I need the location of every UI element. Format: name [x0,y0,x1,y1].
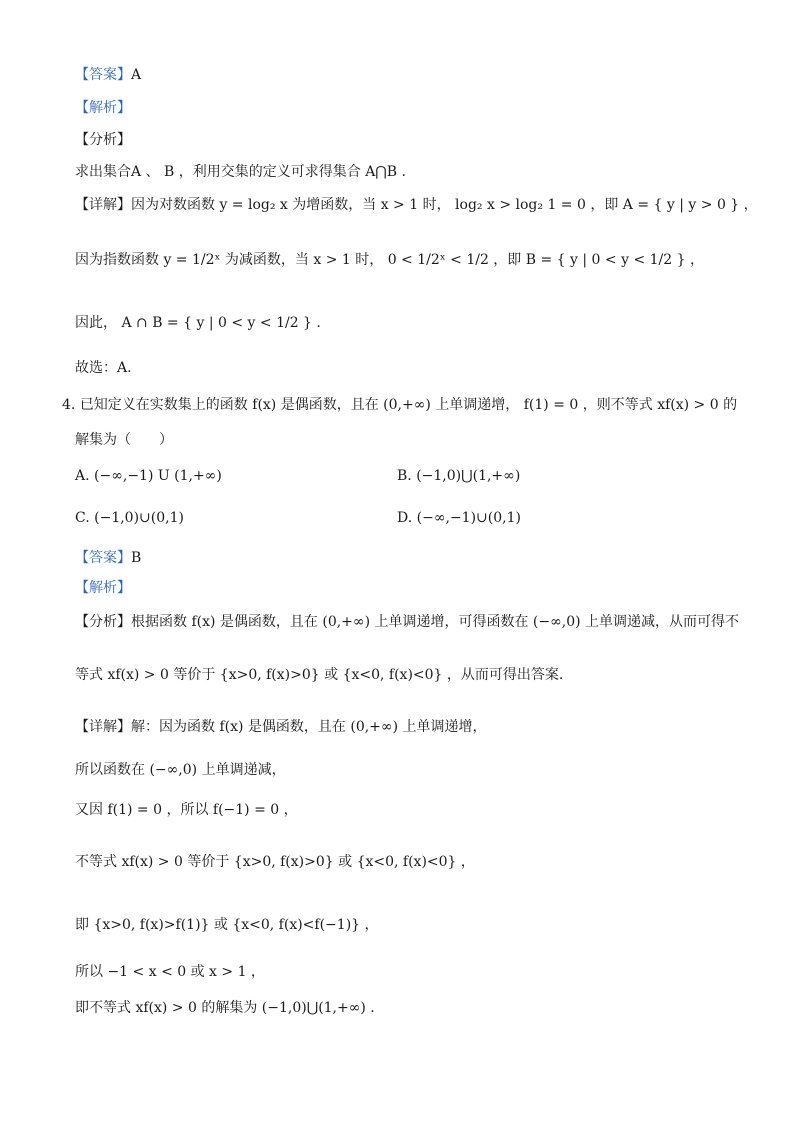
q4-number: 4. [62,397,76,413]
detail-line-1-text: 因为对数函数 y = log₂ x 为增函数，当 x > 1 时， log₂ x > log₂ 1 = 0 ，即 A = { y | y > 0 } ， [131,197,758,213]
option-a-letter: A. [75,468,90,484]
prev-conclusion: 故选：A. [75,360,132,376]
option-c-text: (−1,0)∪(0,1) [94,510,184,526]
q4-fenxi-line2: 等式 xf(x) > 0 等价于 {x>0, f(x)>0} 或 {x<0, f(x)<0} ，从而可得出答案. [75,667,564,683]
q4-detail-7: 即不等式 xf(x) > 0 的解集为 (−1,0)⋃(1,+∞) . [75,1000,375,1016]
q4-detail-4: 不等式 xf(x) > 0 等价于 {x>0, f(x)>0} 或 {x<0, f(x)<0} ， [75,854,475,870]
fenxi-text: 求出集合A 、 B ，利用交集的定义可求得集合 A⋂B . [75,164,406,180]
option-b-letter: B. [397,468,412,484]
option-c [75,508,184,528]
q4-xiangjie-tag: 【详解】 [75,719,131,735]
q4-stem-text: 已知定义在实数集上的函数 f(x) 是偶函数，且在 (0,+∞) 上单调递增， f(1) = 0 ，则不等式 xf(x) > 0 的 [79,397,738,413]
q4-answer-value: B [131,550,142,566]
jiexi-tag: 【解析】 [75,100,131,116]
detail-line-3: 因此， A ∩ B = { y | 0 < y < 1/2 } . [75,315,321,331]
q4-detail-6: 所以 −1 < x < 0 或 x > 1 ， [75,964,265,980]
q4-detail-2: 所以函数在 (−∞,0) 上单调递减， [75,762,286,778]
option-a [75,466,222,486]
option-b-text: (−1,0)⋃(1,+∞) [416,468,521,484]
fenxi-tag: 【分析】 [75,132,131,148]
q4-detail-5: 即 {x>0, f(x)>f(1)} 或 {x<0, f(x)<f(−1)} ， [75,917,379,933]
q4-jiexi-tag: 【解析】 [75,580,131,596]
option-b [397,466,520,486]
q4-fenxi-tag: 【分析】 [75,614,131,630]
q4-fenxi-line1 [75,612,739,632]
option-a-text: (−∞,−1) U (1,+∞) [94,468,222,484]
option-d-letter: D. [397,510,413,526]
option-d-text: (−∞,−1)∪(0,1) [416,510,521,526]
detail-line-2: 因为指数函数 y = 1/2ˣ 为减函数，当 x > 1 时， 0 < 1/2ˣ < 1/2 ，即 B = { y | 0 < y < 1/2 } ， [75,252,704,268]
answer-value: A [131,67,142,83]
detail-line-1 [75,195,758,215]
q4-detail-3: 又因 f(1) = 0 ，所以 f(−1) = 0 ， [75,802,298,818]
q4-stem-line1 [62,395,737,415]
q4-answer-tag: 【答案】 [75,550,131,566]
q4-stem-line2: 解集为（ ） [75,432,173,448]
q4-detail-1 [75,717,486,737]
xiangjie-tag: 【详解】 [75,197,131,213]
q4-detail-1-text: 解：因为函数 f(x) 是偶函数，且在 (0,+∞) 上单调递增， [131,719,487,735]
q4-answer [75,548,141,568]
option-d [397,508,521,528]
q4-fenxi-line1-text: 根据函数 f(x) 是偶函数，且在 (0,+∞) 上单调递增，可得函数在 (−∞,0) 上单调递减，从而可得不 [131,614,740,630]
prev-answer [75,65,141,85]
answer-tag: 【答案】 [75,67,131,83]
option-c-letter: C. [75,510,90,526]
